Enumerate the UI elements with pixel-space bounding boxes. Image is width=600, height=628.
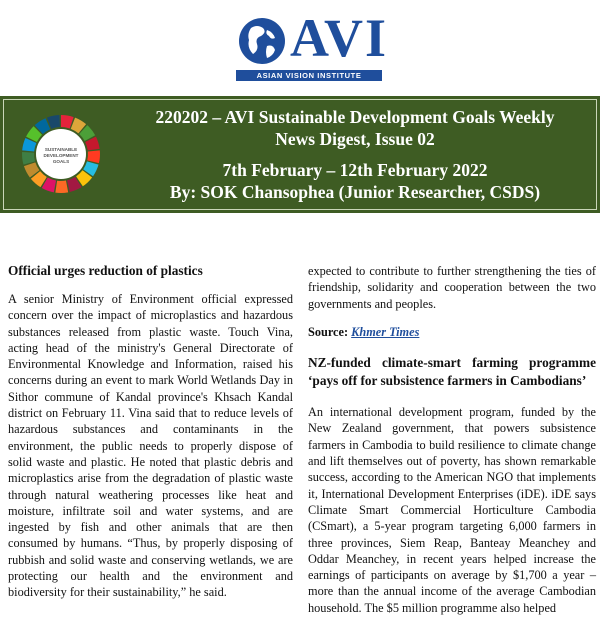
article-title: Official urges reduction of plastics xyxy=(8,263,203,278)
brand-tagline: ASIAN VISION INSTITUTE xyxy=(236,70,382,81)
right-column xyxy=(308,263,596,628)
svg-text:SUSTAINABLE: SUSTAINABLE xyxy=(44,147,78,152)
sdg-wheel-segment xyxy=(55,181,68,193)
digest-title xyxy=(118,106,592,150)
sdg-wheel-segment xyxy=(87,150,100,163)
source-label: Source: xyxy=(308,324,349,339)
header-logo xyxy=(0,4,600,84)
article-title: NZ-funded climate-smart farming programme ‘pays off for subsistence farmers in Cambodians’ xyxy=(308,355,596,389)
digest-author: By: SOK Chansophea (Junior Researcher, CSDS) xyxy=(169,182,541,202)
article-continuation: expected to contribute to further strengthening the ties of friendship, solidarity and cooperation between the two governments and peoples. xyxy=(308,264,596,311)
left-column xyxy=(8,263,293,613)
globe-icon xyxy=(237,16,287,66)
svg-text:GOALS: GOALS xyxy=(52,159,70,164)
digest-title-line1: 220202 – AVI Sustainable Development Goals Weekly xyxy=(155,107,555,127)
digest-title-line2: News Digest, Issue 02 xyxy=(275,129,435,149)
svg-text:DEVELOPMENT: DEVELOPMENT xyxy=(43,153,79,158)
sdg-logo-icon xyxy=(20,113,102,195)
sdg-wheel-segment xyxy=(22,152,35,165)
source-line xyxy=(308,324,596,340)
source-link[interactable]: Khmer Times xyxy=(351,324,420,339)
article-body: A senior Ministry of Environment official expressed concern over the impact of microplastics and hazardous substances released from plastic waste. Touch Vina, acting head of the ministry's General Directorate of Environmental Knowledge and Information, raised his concerns during an event to mark World Wetlands Day in Sithor commune of Kandal province's Khsach Kandal district on February 11. Vina said that to reduce levels of hazardous substances and contaminants in the environment, the public needs to properly dispose of solid waste and plastic. He noted that plastic debris and microplastics arise from the degradation of plastic waste through natural weathering processes like heat and moisture, infiltrate soil and water systems, and are ingested by fish and other animals that are then consumed by humans. “Thus, by properly disposing of rubbish and solid waste and conserving wetlands, we are protecting our health and the environment and biodiversity for their sustainability,” he said. xyxy=(8,292,293,600)
article-body: An international development program, funded by the New Zealand government, that powers subsistence farmers in Cambodia to build resilience to climate change and lift themselves out of poverty, has shown remarkable success, according to the American NGO that implements it, International Development Enterprises (iDE). iDE says Climate Smart Commercial Horticulture Cambodia (CSmart), a 5-year program targeting 6,000 farmers in three provinces, Siem Reap, Banteay Meanchey and Oddar Meanchey, in recent years helped increase the earnings of participants on average by $1,700 a year – more than the annual income of the average Cambodian household. The $5 million programme also helped xyxy=(308,405,596,615)
brand-name: AVI xyxy=(290,8,389,68)
digest-dates: 7th February – 12th February 2022 xyxy=(222,160,488,180)
digest-banner xyxy=(0,96,600,213)
